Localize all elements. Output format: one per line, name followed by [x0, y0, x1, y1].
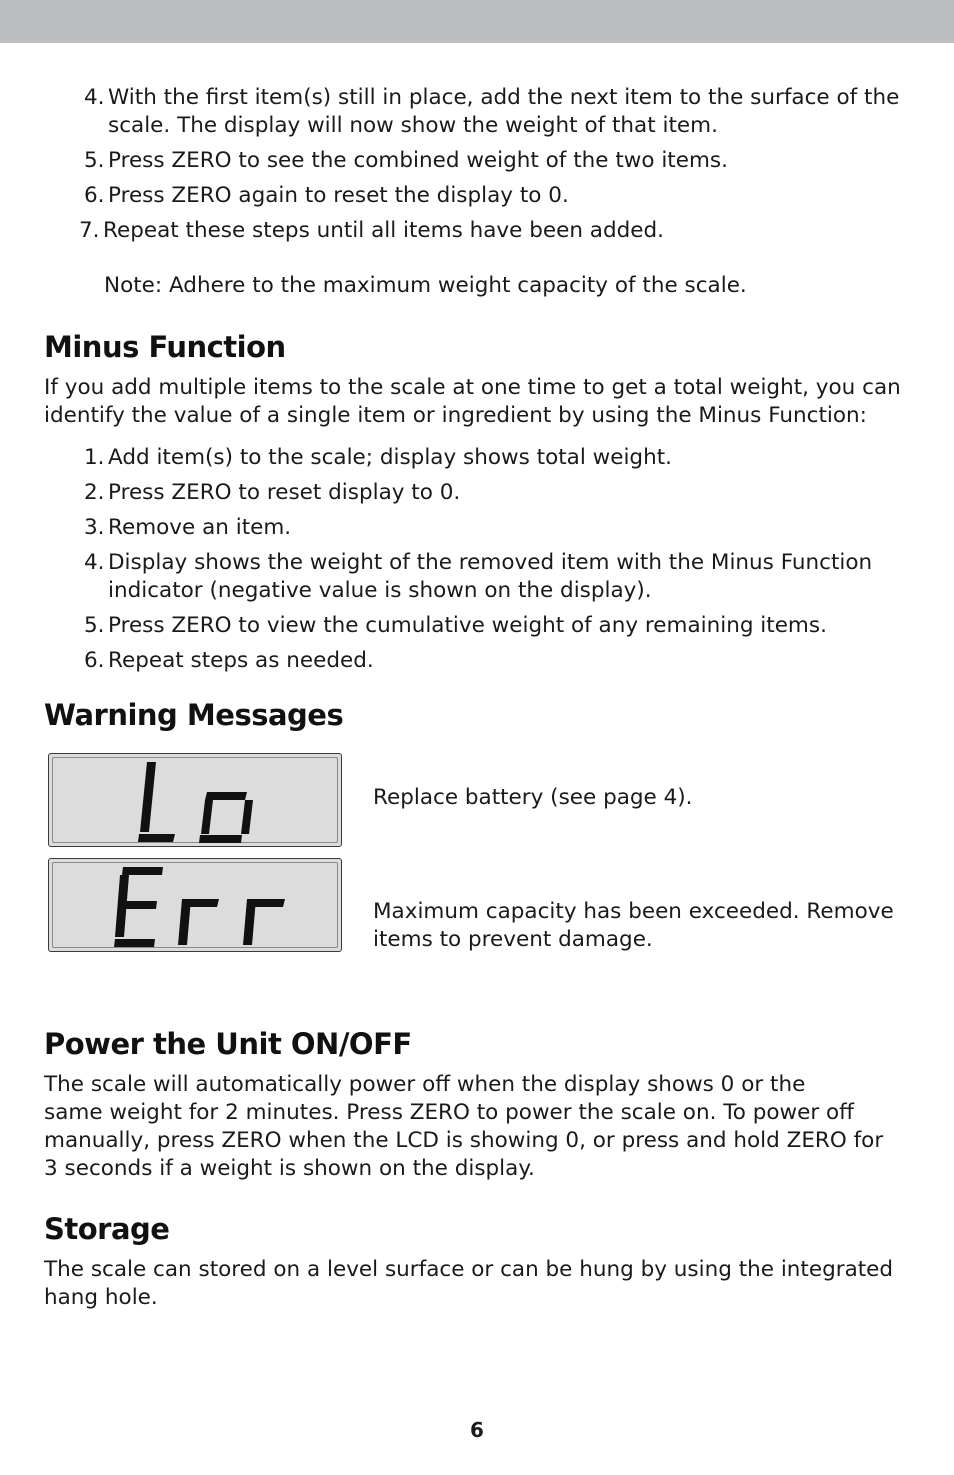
step-text: Repeat these steps until all items have been added.	[103, 218, 664, 243]
storage-heading: Storage	[44, 1212, 170, 1246]
step-number: 7.	[79, 218, 100, 243]
lo-message: Replace battery (see page 4).	[373, 785, 693, 810]
storage-paragraph: The scale can stored on a level surface or can be hung by using the integrated hang hole.	[44, 1257, 894, 1310]
lcd-lo-readout	[49, 754, 343, 848]
warning-messages-heading: Warning Messages	[44, 698, 344, 732]
power-heading: Power the Unit ON/OFF	[44, 1027, 412, 1061]
list-item	[84, 182, 899, 217]
err-message: Maximum capacity has been exceeded. Remove items to prevent damage.	[373, 899, 894, 952]
minus-function-steps	[84, 444, 872, 682]
step-number: 4.	[84, 550, 105, 575]
step-number: 1.	[84, 445, 105, 470]
step-text: Remove an item.	[108, 515, 292, 540]
minus-function-heading: Minus Function	[44, 330, 286, 364]
list-item	[84, 84, 899, 147]
step-number: 6.	[84, 183, 105, 208]
step-number: 5.	[84, 148, 105, 173]
minus-function-intro: If you add multiple items to the scale at one time to get a total weight, you can identify the value of a single item or ingredient by using the Minus Function:	[44, 375, 901, 428]
step-text: Press ZERO again to reset the display to 0.	[108, 183, 569, 208]
step-text: Press ZERO to view the cumulative weight of any remaining items.	[108, 613, 827, 638]
step-text: Repeat steps as needed.	[108, 648, 374, 673]
capacity-note: Note: Adhere to the maximum weight capacity of the scale.	[104, 273, 747, 298]
step-text: With the first item(s) still in place, add the next item to the surface of the scale. The display will now show the weight of that item.	[108, 85, 900, 138]
step-number: 5.	[84, 613, 105, 638]
list-item	[84, 612, 872, 647]
intro-steps-list	[79, 84, 900, 252]
top-header-bar	[0, 0, 954, 43]
step-number: 3.	[84, 515, 105, 540]
list-item	[84, 514, 872, 549]
step-text: Press ZERO to see the combined weight of the two items.	[108, 148, 728, 173]
lcd-err-readout	[49, 859, 343, 953]
list-item	[84, 647, 872, 682]
list-item	[79, 217, 899, 252]
step-number: 6.	[84, 648, 105, 673]
power-paragraph: The scale will automatically power off when the display shows 0 or the same weight for 2 minutes. Press ZERO to power the scale on. To power off manually, press ZERO when the LCD is showing 0, or press and hold ZERO for 3 seconds if a weight is shown on the display.	[44, 1072, 884, 1181]
step-number: 2.	[84, 480, 105, 505]
step-text: Press ZERO to reset display to 0.	[108, 480, 461, 505]
lcd-display-lo	[48, 753, 342, 847]
list-item	[84, 444, 872, 479]
page-number: 6	[470, 1418, 484, 1442]
step-text: Add item(s) to the scale; display shows total weight.	[108, 445, 672, 470]
list-item	[84, 549, 872, 612]
step-number: 4.	[84, 85, 105, 110]
lcd-display-err	[48, 858, 342, 952]
list-item	[84, 147, 899, 182]
step-text: Display shows the weight of the removed item with the Minus Function indicator (negative value is shown on the display).	[108, 550, 873, 603]
list-item	[84, 479, 872, 514]
